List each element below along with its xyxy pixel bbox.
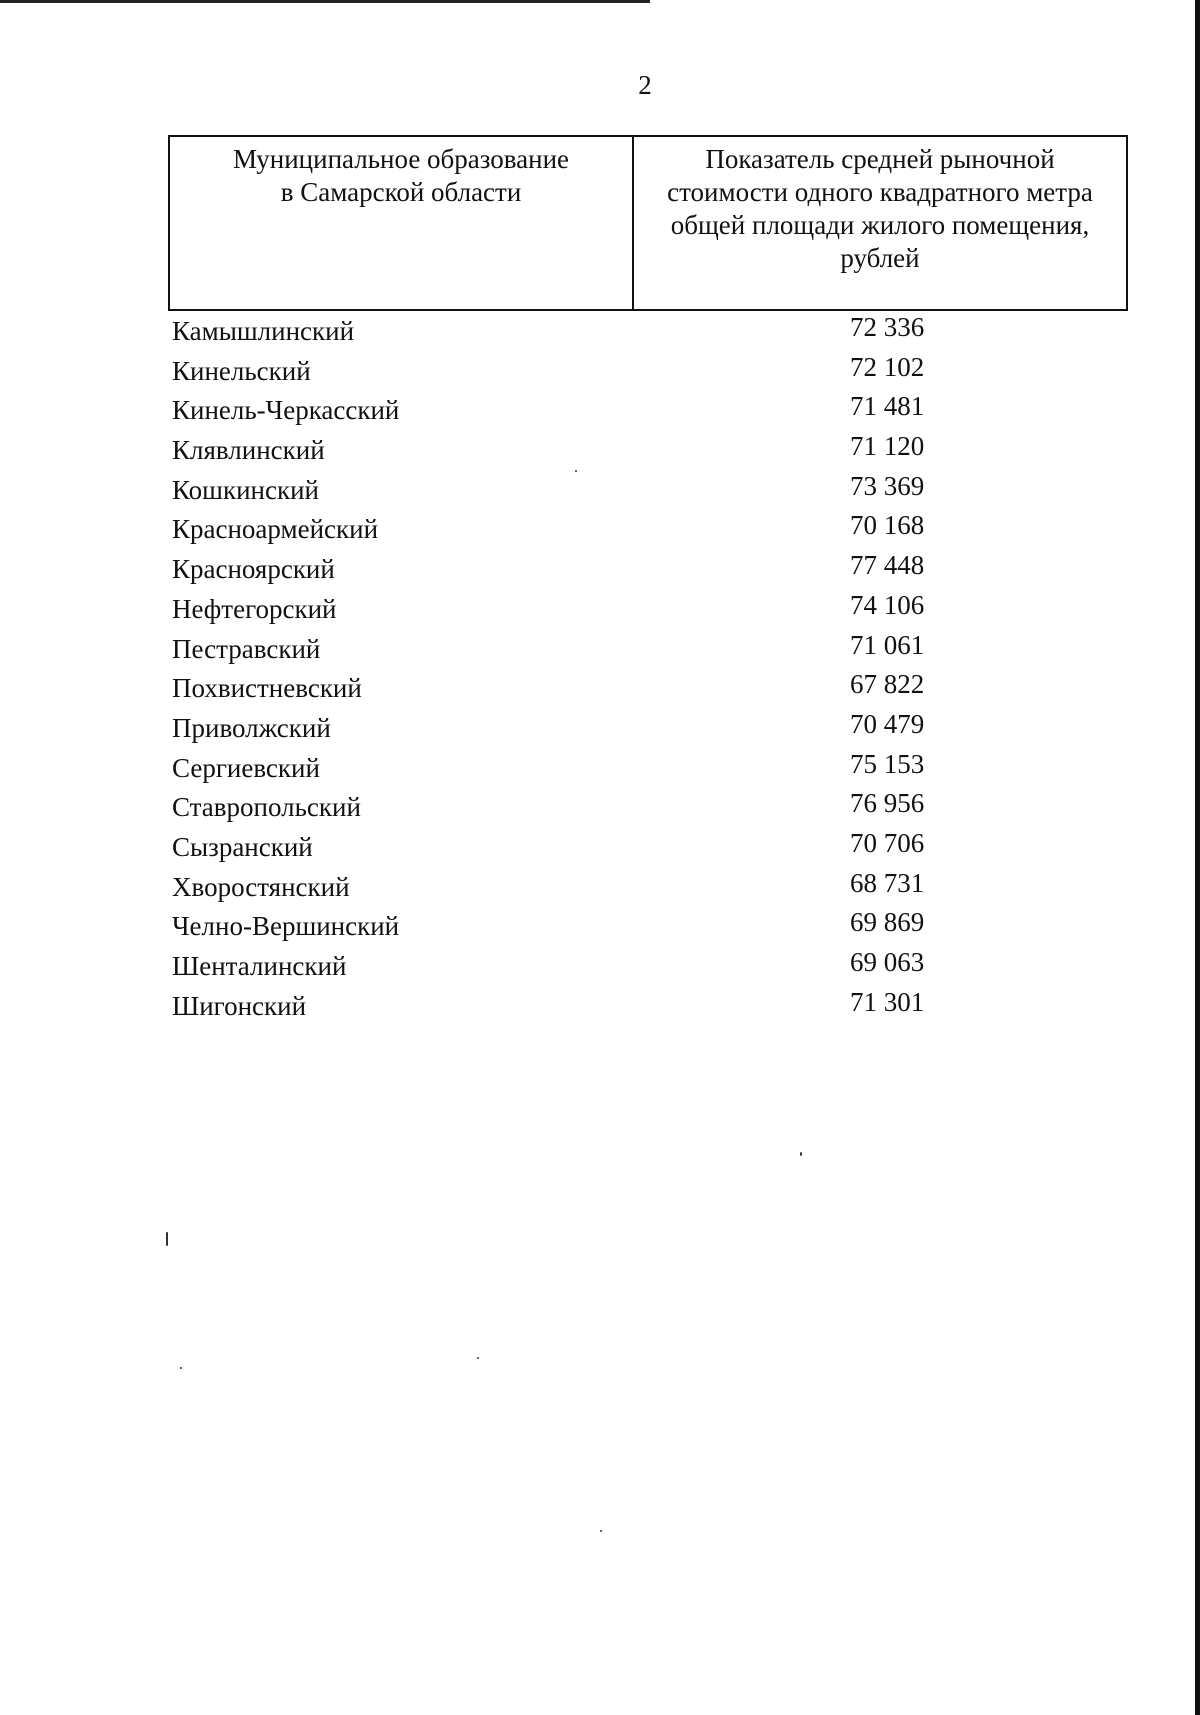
- page-number: 2: [638, 70, 652, 100]
- price-value: 68 731: [850, 867, 925, 898]
- municipality-name: Кошкинский: [172, 474, 319, 505]
- table-row: [172, 389, 1122, 429]
- municipality-name: Нефтегорский: [172, 593, 337, 624]
- table-row: [172, 667, 1122, 707]
- municipality-name: Ставропольский: [172, 792, 361, 823]
- municipality-name: Кинель-Черкасский: [172, 395, 400, 426]
- municipality-name: Шигонский: [172, 990, 307, 1021]
- header-municipality-line: в Самарской области: [280, 177, 522, 207]
- price-value: 71 301: [850, 986, 925, 1017]
- municipality-name: Камышлинский: [172, 316, 355, 346]
- table-row: [172, 350, 1122, 390]
- municipality-name: Хворостянский: [172, 871, 350, 902]
- table-row: [172, 469, 1122, 509]
- table-row: [172, 747, 1122, 787]
- price-value: 72 102: [850, 351, 925, 382]
- municipality-name: Красноярский: [172, 554, 335, 585]
- municipality-name: Сызранский: [172, 831, 313, 862]
- table-row: [172, 429, 1122, 469]
- price-value: 74 106: [850, 589, 925, 620]
- municipality-name: Челно-Вершинский: [172, 911, 400, 942]
- table-header: [168, 135, 1128, 311]
- municipality-name: Сергиевский: [172, 752, 320, 783]
- price-value: 70 168: [850, 510, 925, 541]
- scan-edge-right: [1195, 0, 1200, 1715]
- table-row: [172, 310, 1122, 350]
- municipality-name: Красноармейский: [172, 514, 379, 545]
- table-row: [172, 588, 1122, 628]
- price-value: 71 120: [850, 431, 925, 462]
- scan-speck: [477, 1357, 479, 1359]
- municipality-name: Кинельский: [172, 355, 311, 386]
- price-value: 70 706: [850, 827, 925, 858]
- table-row: [172, 826, 1122, 866]
- price-value: 73 369: [850, 470, 925, 501]
- scan-speck: [600, 1530, 602, 1532]
- scan-speck: [166, 1232, 168, 1246]
- price-value: 69 869: [850, 907, 925, 938]
- header-price-line: стоимости одного квадратного метра: [667, 177, 1093, 207]
- table-body: [172, 310, 1122, 1024]
- price-value: 75 153: [850, 748, 925, 779]
- header-price-line: общей площади жилого помещения,: [670, 210, 1090, 240]
- price-value: 71 481: [850, 391, 925, 422]
- price-value: 72 336: [850, 312, 925, 342]
- scan-speck: [575, 470, 577, 472]
- scan-edge-top: [0, 0, 650, 3]
- header-municipality-line: Муниципальное образование: [232, 144, 570, 174]
- header-price-indicator: [634, 137, 1126, 309]
- price-value: 69 063: [850, 947, 925, 977]
- municipality-name: Шенталинский: [172, 951, 347, 981]
- table-row: [172, 628, 1122, 668]
- scan-speck: [180, 1367, 182, 1369]
- table-row: [172, 905, 1122, 945]
- header-price-line: Показатель средней рыночной: [705, 144, 1055, 174]
- table-row: [172, 508, 1122, 548]
- price-value: 71 061: [850, 629, 925, 660]
- price-value: 77 448: [850, 550, 925, 581]
- table-row: [172, 786, 1122, 826]
- header-municipality: [170, 137, 634, 309]
- table-row: [172, 866, 1122, 906]
- municipality-name: Клявлинский: [172, 435, 325, 466]
- table-row: [172, 548, 1122, 588]
- header-price-line: рублей: [840, 243, 920, 273]
- price-value: 70 479: [850, 708, 925, 739]
- price-value: 67 822: [850, 669, 925, 700]
- municipality-name: Пестравский: [172, 633, 321, 664]
- scan-speck: [800, 1152, 802, 1156]
- table-row: [172, 945, 1122, 985]
- price-value: 76 956: [850, 788, 925, 819]
- table-row: [172, 985, 1122, 1025]
- municipality-name: Похвистневский: [172, 673, 362, 704]
- municipality-name: Приволжский: [172, 712, 331, 743]
- table-row: [172, 707, 1122, 747]
